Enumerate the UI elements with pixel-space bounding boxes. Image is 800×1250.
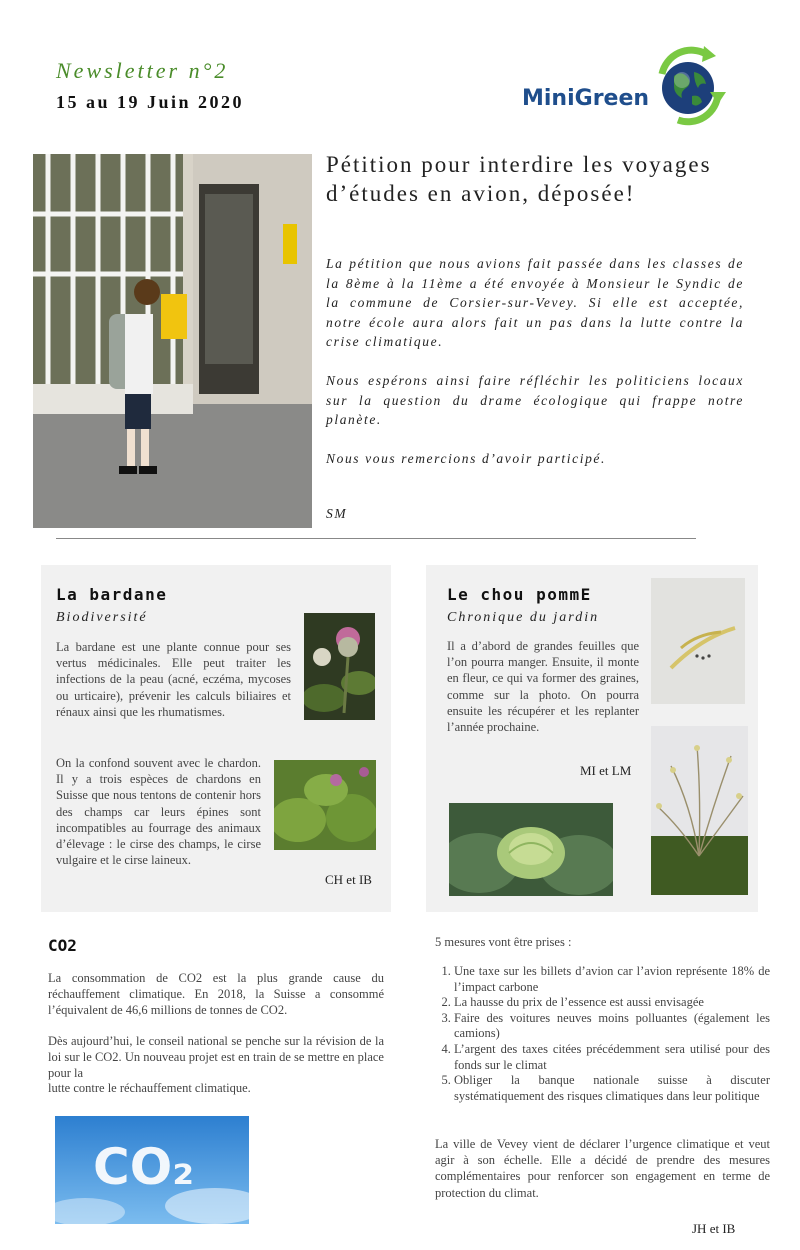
bardane-signature: CH et IB	[325, 872, 372, 887]
bardane-paragraph-2: On la confond souvent avec le chardon. Il y a trois espèces de chardons en Suisse que nous tentons de contenir hors des champs car leurs épines sont incompatibles au fourrage des animaux d’élevage : le cirse des champs, le cirse vulgaire et le cirse laineux.	[56, 756, 261, 868]
newsletter-date: 15 au 19 Juin 2020	[56, 92, 245, 112]
thistle-flower-photo	[304, 613, 375, 720]
list-item: 1. Une taxe sur les billets d’avion car l’avion représente 18% de l’impact carbone	[454, 964, 770, 995]
minigreen-logo	[520, 36, 740, 132]
logo-text: MiniGreen	[522, 86, 650, 111]
measures-list	[436, 964, 770, 1104]
section-divider	[56, 538, 696, 539]
list-item: 5. Obliger la banque nationale suisse à discuter systématiquement des risques climatiques dans leur politique	[454, 1073, 770, 1104]
burdock-plant-photo	[274, 760, 376, 850]
chou-title: Le chou pommE	[447, 585, 592, 604]
petition-paragraph: La pétition que nous avions fait passée dans les classes de la 8ème à la 11ème a été envoyée à Monsieur le Syndic de la commune de Corsier-sur-Vevey. Si elle est acceptée, notre école aura alors fait un pas dans la lutte contre la crise climatique.	[326, 256, 744, 349]
co2-title: CO2	[48, 936, 77, 955]
co2-image-text: CO₂	[93, 1138, 195, 1196]
chou-subtitle: Chronique du jardin	[447, 610, 600, 625]
petition-body	[326, 254, 744, 488]
measures-outro: La ville de Vevey vient de déclarer l’urgence climatique et veut agir à son échelle. Elle a décidé de prendre des mesures complémentaires pour renforcer son engagement en terme de protection du climat.	[435, 1137, 770, 1200]
measures-signature: JH et IB	[692, 1221, 736, 1236]
seed-pod-photo	[651, 578, 745, 704]
chou-signature: MI et LM	[580, 763, 632, 778]
petition-paragraph: Nous vous remercions d’avoir participé.	[326, 451, 606, 466]
petition-photo	[33, 154, 312, 528]
petition-signature: SM	[326, 506, 348, 521]
bardane-paragraph-1: La bardane est une plante connue pour ses vertus médicinales. Elle peut traiter les infections de la peau (acné, eczéma, mycoses ou urticaire), prévenir les calculs biliaires et rénaux ainsi que les rhumatismes.	[56, 640, 291, 719]
list-item: 3. Faire des voitures neuves moins polluantes (également les camions)	[454, 1011, 770, 1042]
list-item: 4. L’argent des taxes citées précédemment sera utilisé pour des fonds sur le climat	[454, 1042, 770, 1073]
chou-box	[426, 565, 758, 912]
list-item: 2. La hausse du prix de l’essence est aussi envisagée	[454, 995, 770, 1011]
co2-sky-image	[55, 1116, 249, 1224]
measures-intro: 5 mesures vont être prises :	[435, 935, 572, 949]
co2-paragraph-3: lutte contre le réchauffement climatique.	[48, 1081, 251, 1095]
co2-paragraph-1: La consommation de CO2 est la plus grande cause du réchauffement climatique. En 2018, la Suisse a consommé l’équivalent de 46,6 millions de tonnes de CO2.	[48, 971, 384, 1018]
petition-paragraph: Nous espérons ainsi faire réfléchir les politiciens locaux sur la question du drame écologique qui frappe notre planète.	[326, 373, 744, 427]
chou-paragraph-1: Il a d’abord de grandes feuilles que l’on pourra manger. Ensuite, il monte en fleur, ce qui va former des graines, comme sur la photo. On pourra ensuite les récupérer et les replanter l’année prochaine.	[447, 639, 639, 735]
cabbage-flowering-photo	[651, 726, 748, 895]
petition-title: Pétition pour interdire les voyages d’études en avion, déposée!	[326, 152, 712, 206]
cabbage-photo	[449, 803, 613, 896]
bardane-title: La bardane	[56, 585, 168, 604]
bardane-subtitle: Biodiversité	[56, 610, 148, 625]
bardane-box	[41, 565, 391, 912]
newsletter-number: Newsletter n°2	[56, 58, 229, 83]
recycling-globe-icon	[648, 46, 728, 126]
co2-paragraph-2: Dès aujourd’hui, le conseil national se penche sur la révision de la loi sur le CO2. Un nouveau projet est en train de se mettre en place pour la	[48, 1034, 384, 1081]
